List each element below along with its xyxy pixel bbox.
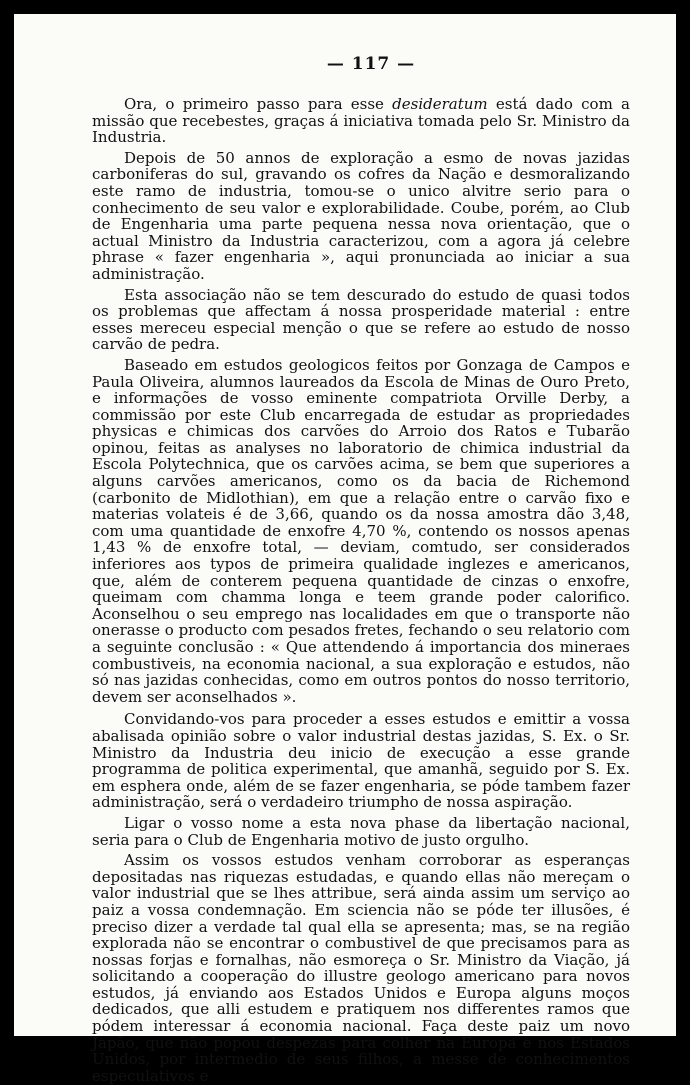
paragraph-3: Esta associação não se tem descurado do estudo de quasi todos os problemas que affectam á nossa prosperidade material : entre esses mereceu especial menção o que se refere ao estudo de nosso carvão de pedra. — [92, 285, 630, 354]
page-number: — 117 — — [326, 54, 416, 74]
paragraph-7: Assim os vossos estudos venham corroborar as esperanças depositadas nas riquezas estudadas, e quando ellas não mereçam o valor industrial que se lhes attribue, será ainda assim um serviço ao paiz a vossa condemnação. Em sciencia não se póde ter illusões, é preciso dizer a verdade tal qual ella se apresenta; mas, se na região explorada não se encontrar o combustivel de que precisamos para as nossas forjas e fornalhas, não esmoreça o Sr. Ministro da Viação, já solicitando a cooperação do illustre geologo americano para novos estudos, já enviando aos Estados Unidos e Europa alguns moços dedicados, que alli estudem e pratiquem nos differentes ramos que pódem interessar á economia nacional. Faça deste paiz um novo Japão, que não popou despezas para colher na Europa e nos Estados Unidos, por intermedio de seus filhos, a messe de conhecimentos especulativos e — [92, 851, 630, 1085]
paragraph-6: Ligar o vosso nome a esta nova phase da libertação nacional, seria para o Club de Engenharia motivo de justo orgulho. — [92, 813, 630, 849]
paragraph-5: Convidando-vos para proceder a esses estudos e emittir a vossa abalisada opinião sobre o valor industrial destas jazidas, S. Ex. o Sr. Ministro da Industria deu inicio de execução a esse grande programma de politica experimental, que amanhã, seguido por S. Ex. em esphera onde, além de se fazer engenharia, se póde tambem fazer administração, será o verdadeiro triumpho de nossa aspiração. — [92, 710, 630, 812]
body-text — [92, 96, 630, 1084]
paragraph-1 — [92, 96, 630, 146]
document-page — [14, 14, 676, 1085]
paragraph-2: Depois de 50 annos de exploração a esmo de novas jazidas carboniferas do sul, gravando os cofres da Nação e desmoralizando este ramo de industria, tomou-se o unico alvitre serio para o conhecimento de seu valor e explorabilidade. Coube, porém, ao Club de Engenharia uma parte pequena nessa nova orientação, que o actual Ministro da Industria caracterizou, com a agora já celebre phrase « fazer engenharia », aqui pronunciada ao iniciar a sua administração. — [92, 148, 630, 283]
paragraph-1-emphasis: desideratum — [392, 95, 488, 113]
paragraph-1-before: Ora, o primeiro passo para esse — [124, 95, 393, 113]
paragraph-4: Baseado em estudos geologicos feitos por Gonzaga de Campos e Paula Oliveira, alumnos laureados da Escola de Minas de Ouro Preto, e informações de vosso eminente compatriota Orville Derby, a commissão por este Club encarregada de estudar as propriedades physicas e chimicas dos carvões do Arroio dos Ratos e Tubarão opinou, feitas as analyses no laboratorio de chimica industrial da Escola Polytechnica, que os carvões acima, se bem que superiores a alguns carvões americanos, como os da bacia de Richemond (carbonito de Midlothian), em que a relação entre o carvão fixo e materias volateis é de 3,66, quando os da nossa amostra dão 3,48, com uma quantidade de enxofre 4,70 %, contendo os nossos apenas 1,43 % de enxofre total, — deviam, comtudo, ser considerados inferiores aos typos de primeira qualidade inglezes e americanos, que, além de conterem pequena quantidade de cinzas o enxofre, queimam com chamma longa e teem grande poder calorifico. Aconselhou o seu emprego nas localidades em que o transporte não onerasse o producto com pesados fretes, fechando o seu relatorio com a seguinte conclusão : « Que attendendo á importancia dos mineraes combustiveis, na economia nacional, a sua exploração e estudos, não só nas jazidas conhecidas, como em outros pontos do nosso territorio, devem ser aconselhados ». — [92, 355, 630, 706]
paragraph-1-after: está dado com a missão que recebestes, graças á iniciativa tomada pelo Sr. Ministro da Industria. — [92, 95, 630, 147]
